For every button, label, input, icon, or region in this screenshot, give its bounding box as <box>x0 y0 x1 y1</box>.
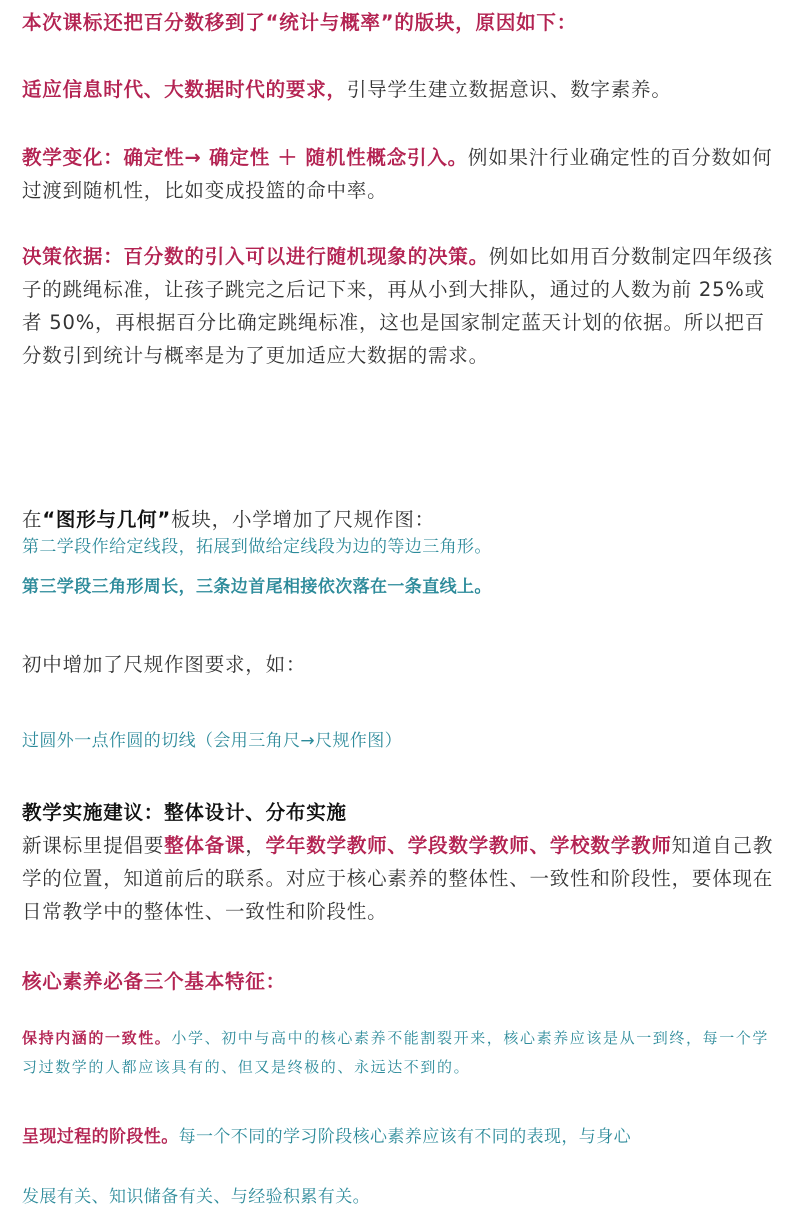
teaching-highlight-2: 学年数学教师、学段数学教师、学校数学教师 <box>265 834 672 857</box>
reason-3-title: 决策依据：百分数的引入可以进行随机现象的决策。 <box>22 245 489 268</box>
reason-2-body: 例如果汁行业确定性的百分数如何过渡到随机性，比如变成投篮的命中率。 <box>22 146 773 202</box>
reason-1-body: 引导学生建立数据意识、数字素养。 <box>346 78 672 101</box>
junior-intro: 初中增加了尺规作图要求，如： <box>22 653 307 676</box>
intro-heading-text: 本次课标还把百分数移到了“统计与概率”的版块，原因如下： <box>22 11 578 34</box>
core-feature-2 <box>22 1124 775 1150</box>
intro-heading <box>22 6 775 39</box>
geometry-item-2: 第三学段三角形周长，三条边首尾相接依次落在一条直线上。 <box>22 577 492 597</box>
teaching-lead: 新课标里提倡要 <box>22 834 165 857</box>
core-feature-1-title: 保持内涵的一致性。 <box>22 1029 172 1047</box>
junior-example: 过圆外一点作圆的切线（会用三角尺→尺规作图） <box>22 731 403 751</box>
reason-paragraph-2 <box>22 141 775 207</box>
reason-2-title: 教学变化：确定性→ 确定性 ＋ 随机性概念引入。 <box>22 146 468 169</box>
core-feature-2-body-line-2: 发展有关、知识储备有关、与经验积累有关。 <box>22 1187 370 1207</box>
reason-paragraph-1 <box>22 73 775 106</box>
geometry-suffix: 板块，小学增加了尺规作图： <box>171 508 435 531</box>
geometry-section-name: “图形与几何” <box>42 508 172 531</box>
geometry-intro <box>22 503 775 536</box>
teaching-heading: 教学实施建议：整体设计、分布实施 <box>22 801 347 824</box>
core-feature-1-body: 小学、初中与高中的核心素养不能割裂开来，核心素养应该是从一到终，每一个学习过数学的人都应该具有的、但又是终极的、永远达不到的。 <box>22 1029 770 1076</box>
geometry-prefix: 在 <box>22 508 43 531</box>
reason-paragraph-3 <box>22 240 775 372</box>
core-feature-2-body-line-1: 每一个不同的学习阶段核心素养应该有不同的表现，与身心 <box>178 1127 632 1147</box>
core-feature-1 <box>22 1024 775 1082</box>
core-heading: 核心素养必备三个基本特征： <box>22 970 286 993</box>
teaching-rest: 知道自己教学的位置，知道前后的联系。对应于核心素养的整体性、一致性和阶段性，要体现在日常教学中的整体性、一致性和阶段性。 <box>22 834 774 923</box>
teaching-separator: ， <box>245 834 266 857</box>
reason-1-title: 适应信息时代、大数据时代的要求， <box>22 78 347 101</box>
teaching-highlight-1: 整体备课 <box>164 834 246 857</box>
core-feature-2-title: 呈现过程的阶段性。 <box>22 1127 179 1147</box>
reason-3-body: 例如比如用百分数制定四年级孩子的跳绳标准，让孩子跳完之后记下来，再从小到大排队，通过的人数为前 25%或者 50%，再根据百分比确定跳绳标准，这也是国家制定蓝天计划的依据。所以把百分数引到统计与概率是为了更加适应大数据的需求。 <box>22 245 774 367</box>
teaching-paragraph <box>22 829 775 928</box>
geometry-item-1: 第二学段作给定线段，拓展到做给定线段为边的等边三角形。 <box>22 537 492 557</box>
